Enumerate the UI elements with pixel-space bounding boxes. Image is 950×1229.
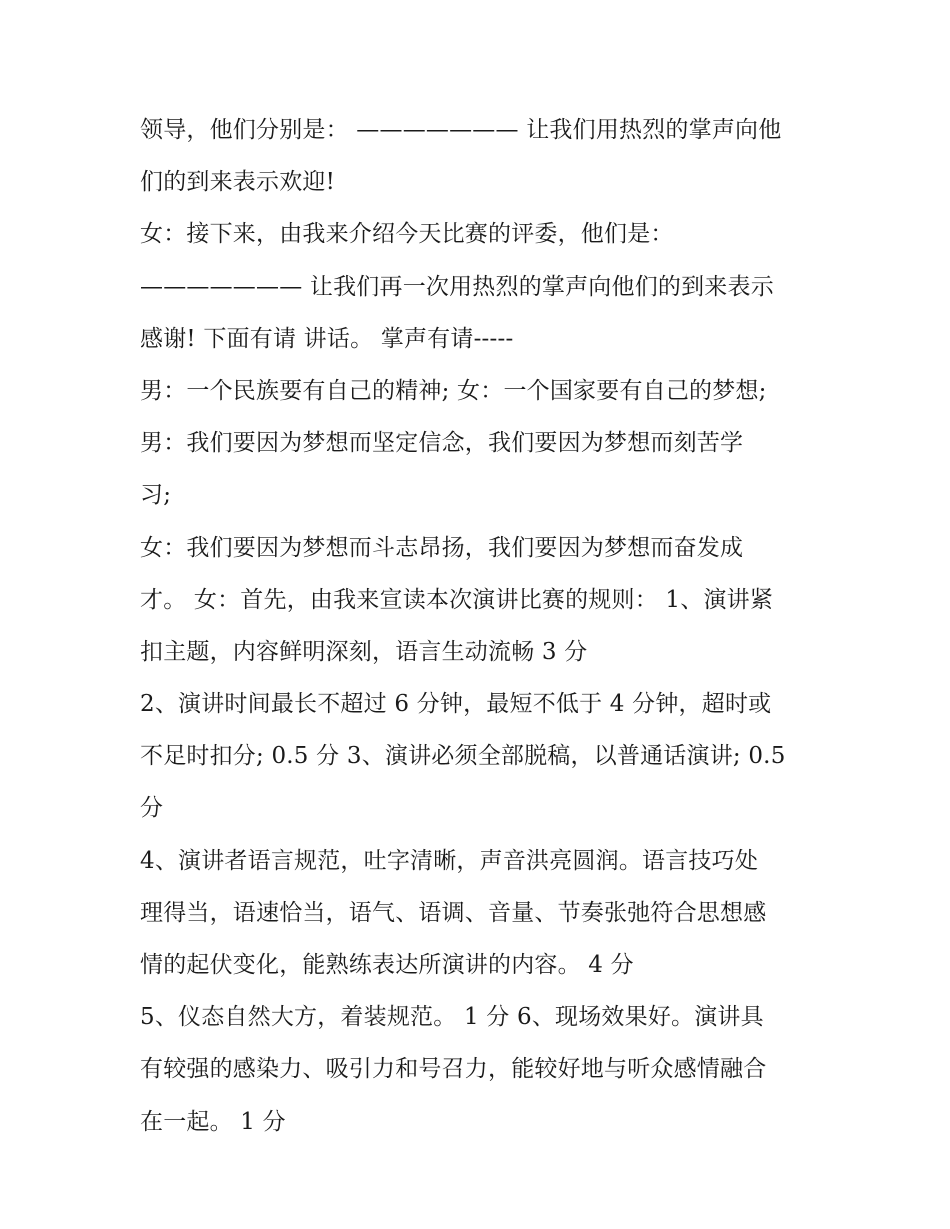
- text-line: 5、仪态自然大方，着装规范。 1 分 6、现场效果好。演讲具: [140, 1004, 764, 1031]
- text-line: 扣主题，内容鲜明深刻，语言生动流畅 3 分: [140, 638, 588, 665]
- text-line: 有较强的感染力、吸引力和号召力，能较好地与听众感情融合: [140, 1056, 767, 1083]
- text-line: 不足时扣分; 0.5 分 3、演讲必须全部脱稿，以普通话演讲; 0.5: [140, 743, 786, 770]
- text-line: 男：一个民族要有自己的精神; 女：一个国家要有自己的梦想;: [140, 377, 767, 404]
- text-line: 女：我们要因为梦想而斗志昂扬，我们要因为梦想而奋发成: [140, 534, 744, 561]
- text-line: 感谢! 下面有请 讲话。 掌声有请-----: [140, 325, 514, 352]
- text-line: ——————— 让我们再一次用热烈的掌声向他们的到来表示: [140, 273, 774, 300]
- text-line: 4、演讲者语言规范，吐字清晰，声音洪亮圆润。语言技巧处: [140, 847, 759, 874]
- document-body: [140, 104, 820, 1148]
- text-line: 分: [140, 795, 164, 822]
- text-line: 理得当，语速恰当，语气、语调、音量、节奏张弛符合思想感: [140, 899, 767, 926]
- text-line: 男：我们要因为梦想而坚定信念，我们要因为梦想而刻苦学: [140, 430, 744, 457]
- text-line: 们的到来表示欢迎!: [140, 169, 336, 196]
- text-line: 习;: [140, 482, 172, 509]
- text-line: 在一起。 1 分: [140, 1108, 286, 1135]
- text-line: 领导，他们分别是： ——————— 让我们用热烈的掌声向他: [140, 117, 782, 143]
- text-line: 女：接下来，由我来介绍今天比赛的评委，他们是：: [140, 221, 674, 248]
- text-line: 2、演讲时间最长不超过 6 分钟，最短不低于 4 分钟，超时或: [140, 691, 772, 718]
- text-line: 情的起伏变化，能熟练表达所演讲的内容。 4 分: [140, 952, 634, 978]
- text-line: 才。 女：首先，由我来宣读本次演讲比赛的规则： 1、演讲紧: [140, 586, 774, 613]
